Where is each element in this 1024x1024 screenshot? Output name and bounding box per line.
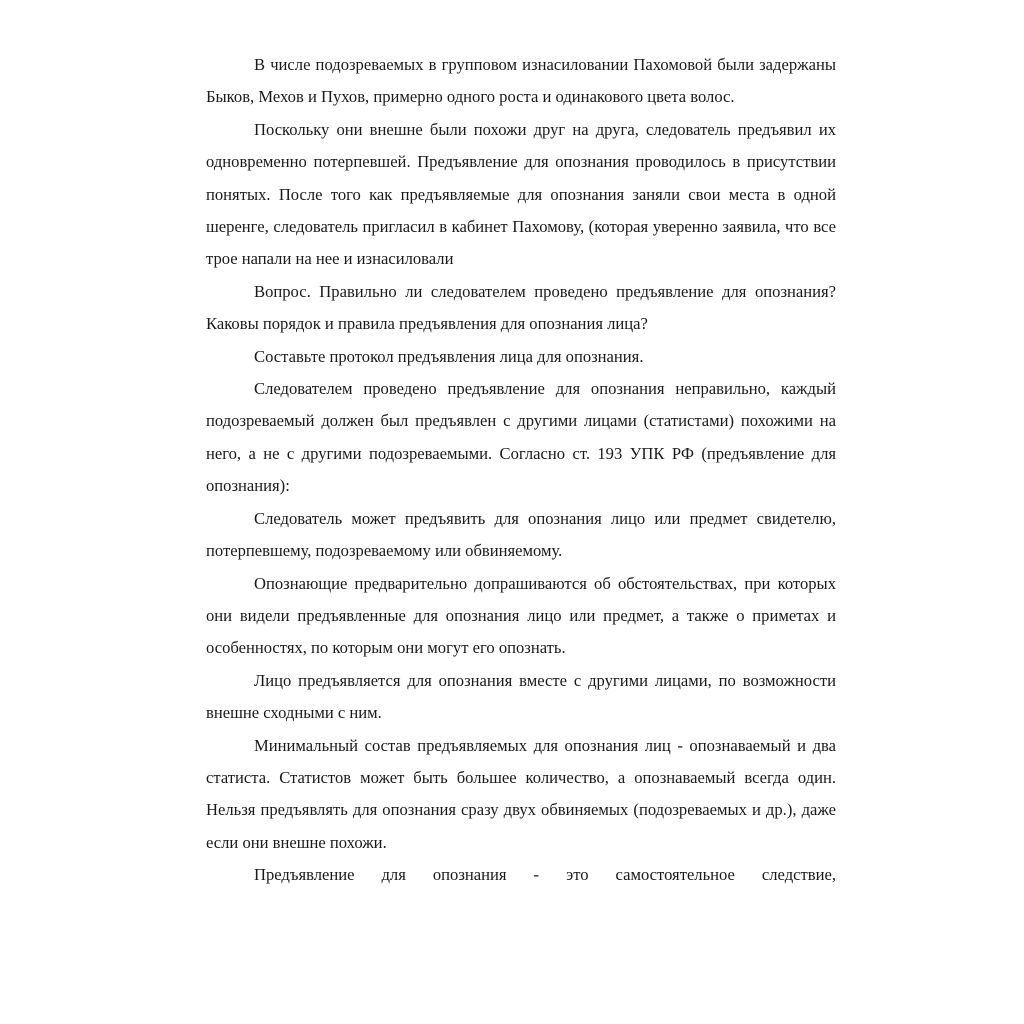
paragraph-rule-3: Лицо предъявляется для опознания вместе с другими лицами, по возможности внешне сходными с ним. <box>206 670 836 723</box>
paragraph-rule-1: Следователь может предъявить для опознания лицо или предмет свидетелю, потерпевшему, подозреваемому или обвиняемому. <box>206 508 836 561</box>
document-page <box>206 49 836 892</box>
paragraph-task: Составьте протокол предъявления лица для опознания. <box>254 346 644 366</box>
paragraph-question: Вопрос. Правильно ли следователем проведено предъявление для опознания? Каковы порядок и правила предъявления для опознания лица? <box>206 281 836 334</box>
paragraph-answer: Следователем проведено предъявление для опознания неправильно, каждый подозреваемый должен был предъявлен с другими лицами (статистами) похожими на него, а не с другими подозреваемыми. Согласно ст. 193 УПК РФ (предъявление для опознания): <box>206 379 836 496</box>
paragraph-case-details: Поскольку они внешне были похожи друг на друга, следователь предъявил их одновременно потерпевшей. Предъявление для опознания проводилось в присутствии понятых. После того как предъявляемые для опознания заняли свои места в одной шеренге, следователь пригласил в кабинет Пахомову, (которая уверенно заявила, что все трое напали на нее и изнасиловали <box>206 119 836 269</box>
paragraph-rule-2: Опознающие предварительно допрашиваются об обстоятельствах, при которых они видели предъявленные для опознания лицо или предмет, а также о приметах и особенностях, по которым они могут его опознать. <box>206 573 836 658</box>
paragraph-rule-4: Минимальный состав предъявляемых для опознания лиц - опознаваемый и два статиста. Статистов может быть большее количество, а опознаваемый всегда один. Нельзя предъявлять для опознания сразу двух обвиняемых (подозреваемых и др.), даже если они внешне похожи. <box>206 735 836 852</box>
paragraph-case-intro: В числе подозреваемых в групповом изнасиловании Пахомовой были задержаны Быков, Мехов и Пухов, примерно одного роста и одинакового цвета волос. <box>206 55 836 107</box>
paragraph-rule-5: Предъявление для опознания - это самостоятельное следствие, <box>254 865 836 885</box>
